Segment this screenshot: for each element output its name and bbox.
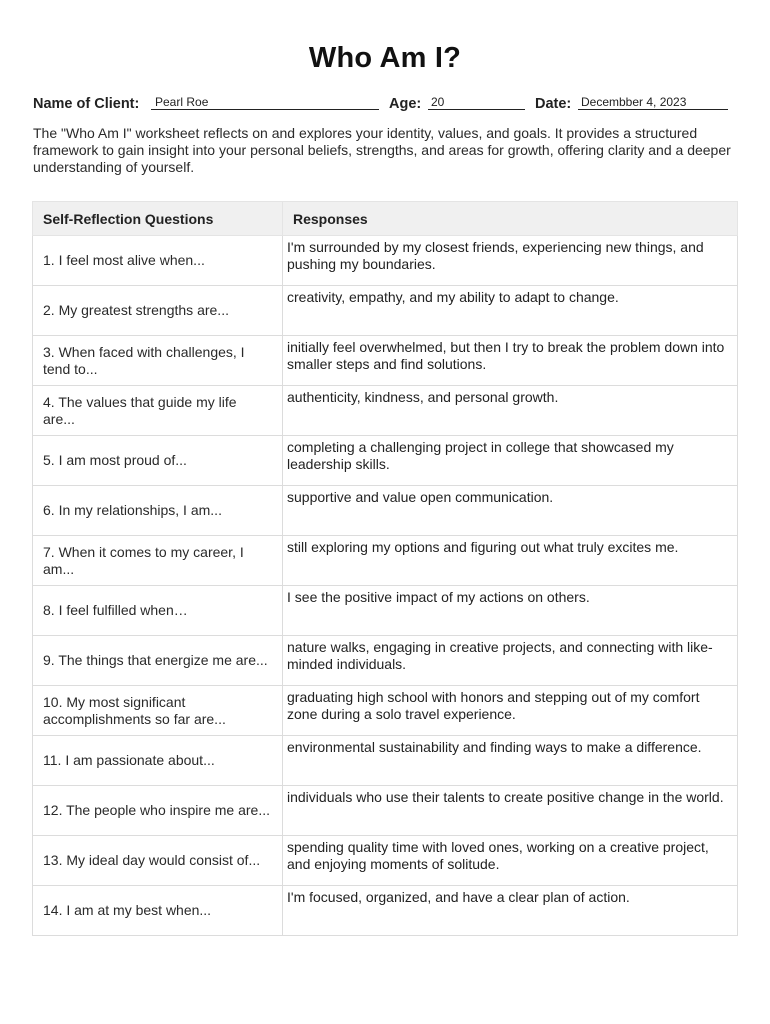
response-field[interactable]: creativity, empathy, and my ability to adapt to change. [287, 289, 619, 305]
response-field[interactable]: I'm surrounded by my closest friends, experiencing new things, and pushing my boundaries. [287, 239, 704, 272]
table-header-row [33, 202, 738, 236]
table-row [33, 736, 738, 786]
date-label: Date: [535, 96, 572, 112]
intro-paragraph: The "Who Am I" worksheet reflects on and explores your identity, values, and goals. It provides a structured framework to gain insight into your personal beliefs, strengths, and areas for growth, offering clarity and a deeper understanding of yourself. [33, 125, 731, 175]
question-text: 6. In my relationships, I am... [43, 502, 222, 518]
question-text: 10. My most significant accomplishments so far are... [43, 693, 226, 727]
question-text: 1. I feel most alive when... [43, 252, 205, 268]
table-row [33, 886, 738, 936]
table-row [33, 386, 738, 436]
question-text: 14. I am at my best when... [43, 902, 212, 918]
question-text: 7. When it comes to my career, I am... [43, 543, 244, 577]
table-row [33, 486, 738, 536]
table-row [33, 536, 738, 586]
table-row [33, 236, 738, 286]
question-text: 12. The people who inspire me are... [43, 802, 270, 818]
client-name-label: Name of Client: [33, 96, 140, 112]
header-responses: Responses [283, 202, 738, 236]
reflection-table-wrapper [32, 201, 738, 936]
client-name-line [151, 109, 379, 110]
table-row [33, 286, 738, 336]
response-field[interactable]: nature walks, engaging in creative projects, and connecting with like-minded individuals. [287, 639, 713, 672]
question-text: 8. I feel fulfilled when… [43, 602, 188, 618]
page-title: Who Am I? [308, 42, 462, 74]
response-field[interactable]: completing a challenging project in college that showcased my leadership skills. [287, 439, 674, 472]
age-line [428, 109, 525, 110]
table-row [33, 586, 738, 636]
question-text: 11. I am passionate about... [43, 752, 215, 768]
response-field[interactable]: I see the positive impact of my actions on others. [287, 589, 590, 605]
table-row [33, 686, 738, 736]
response-field[interactable]: graduating high school with honors and stepping out of my comfort zone during a solo travel experience. [287, 689, 700, 722]
table-row [33, 786, 738, 836]
table-row [33, 836, 738, 886]
table-row [33, 636, 738, 686]
response-field[interactable]: still exploring my options and figuring out what truly excites me. [287, 539, 679, 555]
question-text: 13. My ideal day would consist of... [43, 852, 261, 868]
client-info-row [33, 94, 733, 116]
reflection-table [32, 201, 738, 936]
response-field[interactable]: initially feel overwhelmed, but then I try to break the problem down into smaller steps and find solutions. [287, 339, 725, 372]
response-field[interactable]: individuals who use their talents to create positive change in the world. [287, 789, 724, 805]
response-field[interactable]: supportive and value open communication. [287, 489, 554, 505]
client-name-field[interactable]: Pearl Roe [155, 95, 209, 109]
table-row [33, 436, 738, 486]
response-field[interactable]: environmental sustainability and finding ways to make a difference. [287, 739, 702, 755]
question-text: 2. My greatest strengths are... [43, 302, 229, 318]
question-text: 9. The things that energize me are... [43, 652, 268, 668]
date-line [578, 109, 728, 110]
question-text: 3. When faced with challenges, I tend to... [43, 343, 245, 377]
header-questions: Self-Reflection Questions [33, 202, 283, 236]
question-text: 4. The values that guide my life are... [43, 393, 237, 427]
question-text: 5. I am most proud of... [43, 452, 187, 468]
date-field[interactable]: Decembber 4, 2023 [581, 95, 687, 109]
response-field[interactable]: spending quality time with loved ones, working on a creative project, and enjoying moments of solitude. [287, 839, 709, 872]
age-label: Age: [389, 96, 422, 112]
response-field[interactable]: I'm focused, organized, and have a clear plan of action. [287, 889, 630, 905]
response-field[interactable]: authenticity, kindness, and personal growth. [287, 389, 559, 405]
age-field[interactable]: 20 [431, 95, 445, 109]
table-row [33, 336, 738, 386]
